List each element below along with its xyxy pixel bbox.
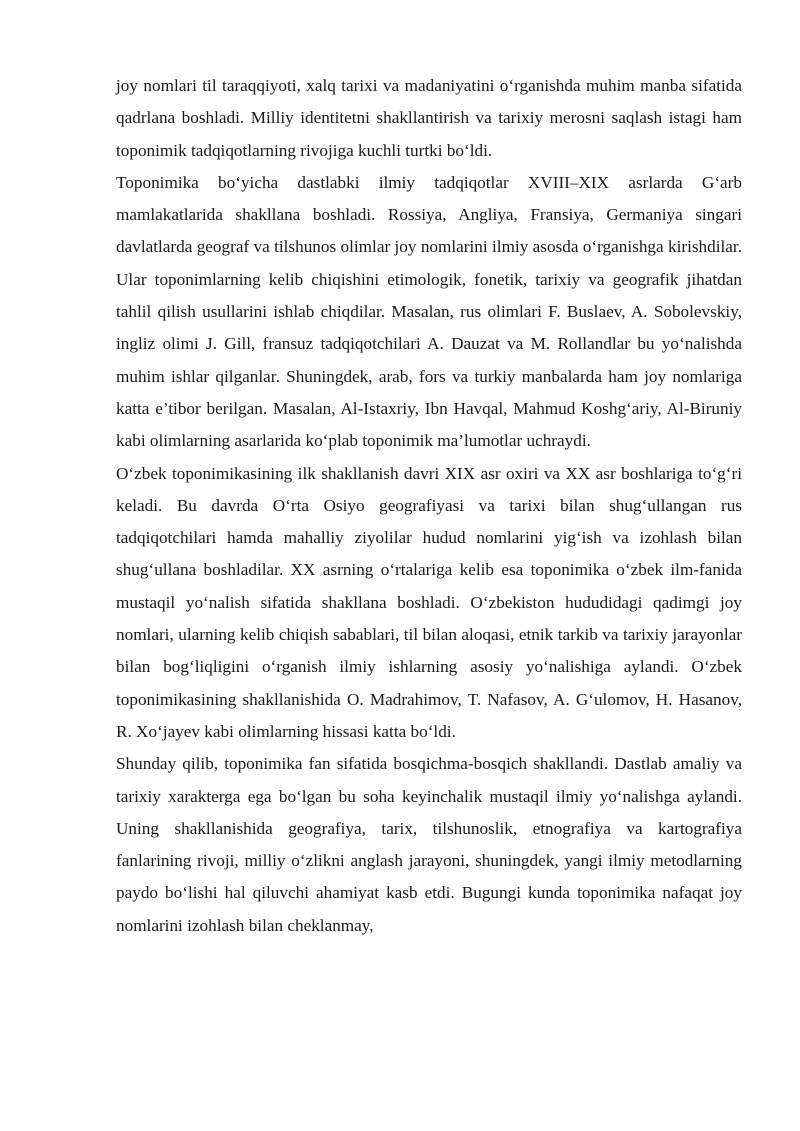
document-page (116, 70, 742, 942)
paragraph-2: Toponimika bo‘yicha dastlabki ilmiy tadqiqotlar XVIII–XIX asrlarda G‘arb mamlakatlarida shakllana boshladi. Rossiya, Angliya, Fransiya, Germaniya singari davlatlarda geograf va tilshunos olimlar joy nomlarini ilmiy asosda o‘rganishga kirishdilar. Ular toponimlarning kelib chiqishini etimologik, fonetik, tarixiy va geografik jihatdan tahlil qilish usullarini ishlab chiqdilar. Masalan, rus olimlari F. Buslaev, A. Sobolevskiy, ingliz olimi J. Gill, fransuz tadqiqotchilari A. Dauzat va M. Rollandlar bu yo‘nalishda muhim ishlar qilganlar. Shuningdek, arab, fors va turkiy manbalarda ham joy nomlariga katta e’tibor berilgan. Masalan, Al-Istaxriy, Ibn Havqal, Mahmud Koshg‘ariy, Al-Biruniy kabi olimlarning asarlarida ko‘plab toponimik ma’lumotlar uchraydi. (116, 172, 742, 451)
paragraph-3: O‘zbek toponimikasining ilk shakllanish davri XIX asr oxiri va XX asr boshlariga to‘g‘ri keladi. Bu davrda O‘rta Osiyo geografiyasi va tarixi bilan shug‘ullangan rus tadqiqotchilari hamda mahalliy ziyolilar hudud nomlarini yig‘ish va izohlash bilan shug‘ullana boshladilar. XX asrning o‘rtalariga kelib esa toponimika o‘zbek ilm-fanida mustaqil yo‘nalish sifatida shakllana boshladi. O‘zbekiston hududidagi qadimgi joy nomlari, ularning kelib chiqish sabablari, til bilan aloqasi, etnik tarkib va tarixiy jarayonlar bilan bog‘liqligini o‘rganish ilmiy ishlarning asosiy yo‘nalishiga aylandi. O‘zbek toponimikasining shakllanishida O. Madrahimov, T. Nafasov, A. G‘ulomov, H. Hasanov, R. Xo‘jayev kabi olimlarning hissasi katta bo‘ldi. (116, 463, 742, 741)
paragraph-1: joy nomlari til taraqqiyoti, xalq tarixi va madaniyatini o‘rganishda muhim manba sifatida qadrlana boshladi. Milliy identitetni shakllantirish va tarixiy merosni saqlash istagi ham toponimik tadqiqotlarning rivojiga kuchli turtki bo‘ldi. (116, 76, 742, 160)
paragraph-4: Shunday qilib, toponimika fan sifatida bosqichma-bosqich shakllandi. Dastlab amaliy va tarixiy xarakterga ega bo‘lgan bu soha keyinchalik mustaqil ilmiy yo‘nalishga aylandi. Uning shakllanishida geografiya, tarix, tilshunoslik, etnografiya va kartografiya fanlarining rivoji, milliy o‘zlikni anglash jarayoni, shuningdek, yangi ilmiy metodlarning paydo bo‘lishi hal qiluvchi ahamiyat kasb etdi. Bugungi kunda toponimika nafaqat joy nomlarini izohlash bilan cheklanmay, (116, 754, 742, 935)
